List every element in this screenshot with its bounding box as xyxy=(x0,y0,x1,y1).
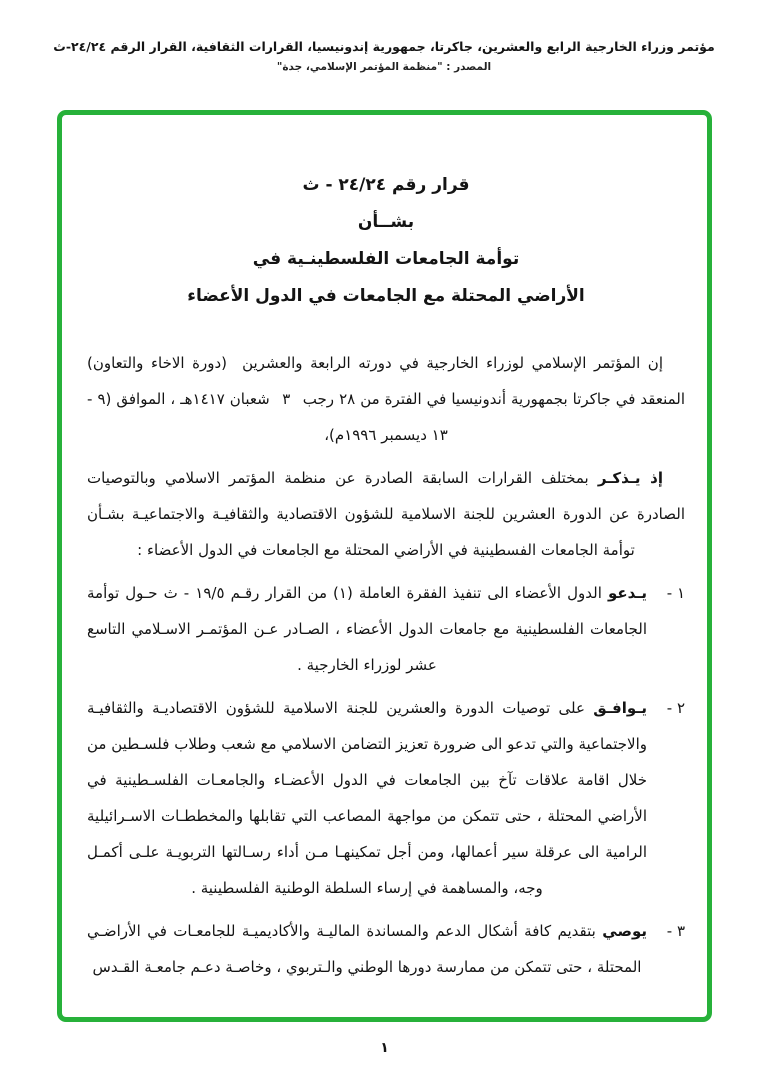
item-2-paragraph xyxy=(87,690,647,906)
item-2-number: ٢ - xyxy=(666,699,685,717)
green-border-frame xyxy=(57,110,712,1022)
resolution-item-3 xyxy=(87,913,685,985)
resolution-title xyxy=(87,167,685,315)
page-number: ١ xyxy=(380,1040,389,1056)
preamble-session-text: إن المؤتمر الإسلامي لوزراء الخارجية في دورته الرابعة والعشرين (دورة الاخاء والتعاون) المنعقد في جاكرتا بجمهورية أندونيسيا في الفترة من ٢٨ رجب ٣ شعبان ١٤١٧هـ ، الموافق (٩ - ١٣ ديسمبر ١٩٩٦م)، xyxy=(87,354,686,444)
item-1-text: الدول الأعضاء الى تنفيذ الفقرة العاملة (١) من القرار رقـم ١٩/٥ - ث حـول توأمة الجامعات الفلسطينية مع جامعات الدول الأعضاء ، الصـادر عـن المؤتمـر الاسـلامي التاسع عشر لوزراء الخارجية . xyxy=(87,584,647,674)
preamble-recalling-paragraph xyxy=(87,460,685,568)
title-concerning-word: بشــأن xyxy=(357,212,415,232)
title-subject-line2: الأراضي المحتلة مع الجامعات في الدول الأعضاء xyxy=(187,286,585,306)
item-3-number: ٣ - xyxy=(666,922,685,940)
item-1-number: ١ - xyxy=(666,584,685,602)
preamble-recalling-text: بمختلف القرارات السابقة الصادرة عن منظمة المؤتمر الاسلامي وبالتوصيات الصادرة عن الدورة العشرين للجنة الاسلامية للشؤون الاقتصادية والثقافيـة والاجتماعيـة بشـأن توأمة الجامعات الفسطينية في الأراضي المحتلة مع الجامعات في الدول الأعضاء : xyxy=(87,469,685,559)
header-conference-line: مؤتمر وزراء الخارجية الرابع والعشرين، جاكرتا، جمهورية إندونيسيا، القرارات الثقافية، القرار الرقم ٢٤/٢٤-ث xyxy=(53,39,715,54)
item-1-lead: يـدعو xyxy=(607,584,648,602)
item-3-text: بتقديم كافة أشكال الدعم والمساندة الماليـة والأكاديميـة للجامعـات في الأراضـي المحتلة ، حتى تتمكن من ممارسة دورها الوطني والـتربوي ، وخاصـة دعـم جامعـة القـدس xyxy=(87,922,642,976)
item-2-lead: يـوافـق xyxy=(593,699,647,717)
resolution-item-1 xyxy=(87,575,685,683)
title-subject-line1: توأمة الجامعات الفلسطينـية في xyxy=(252,249,520,269)
item-1-paragraph xyxy=(87,575,647,683)
resolution-item-2 xyxy=(87,690,685,906)
title-resolution-number: قرار رقم ٢٤/٢٤ - ث xyxy=(302,175,470,195)
preamble-session-paragraph xyxy=(87,345,685,453)
preamble-recalling-lead: إذ يـذكـر xyxy=(597,469,664,487)
document-header xyxy=(0,38,768,73)
header-source-line: المصدر : "منظمة المؤتمر الإسلامي، جدة" xyxy=(276,61,492,73)
item-3-lead: يوصي xyxy=(602,922,647,940)
item-2-text: على توصيات الدورة والعشرين للجنة الاسلامية للشؤون الاقتصاديـة والثقافيـة والاجتماعية والتي تدعو الى ضرورة تعزيز التضامن الاسلامي مع شعب وطلاب فلسـطين من خلال اقامة علاقات تآخ بين الجامعات في الدول الأعضـاء والجامعـات الفلسـطينية في الأراضي المحتلة ، حتى تتمكن من مواجهة المصاعب التي تقابلها والمخططـات الاسـرائيلية الرامية الى عرقلة سير أعمالها، ومن أجل تمكينهـا مـن أداء رسـالتها التربويـة علـى أكمـل وجه، والمساهمة في إرساء السلطة الوطنية الفلسطينية . xyxy=(87,699,647,897)
item-3-paragraph xyxy=(87,913,647,985)
